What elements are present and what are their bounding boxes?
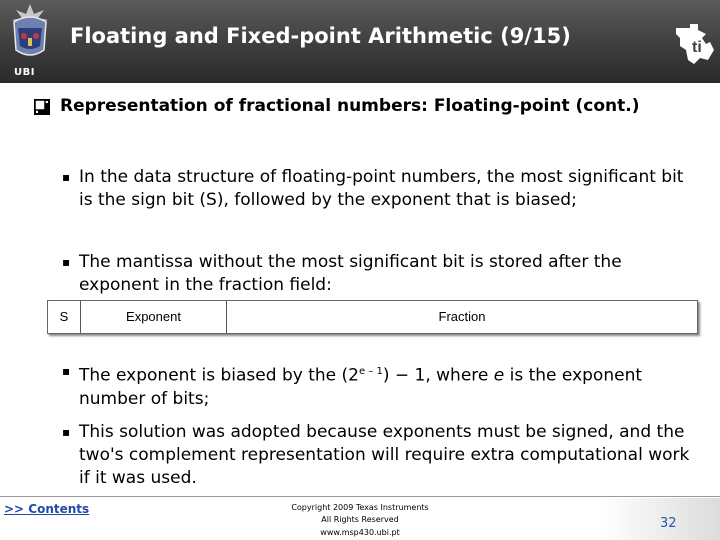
sub-bullet-2 <box>62 251 702 297</box>
checkbox-bullet-icon <box>34 99 50 115</box>
sub-bullet-4 <box>62 421 702 490</box>
footer-url: www.msp430.ubi.pt <box>320 528 400 537</box>
sub-bullet-1-text: In the data structure of floating-point numbers, the most significant bit is the sign bit (S), followed by the exponent that is biased; <box>79 167 684 210</box>
ubi-crest-logo <box>4 2 56 62</box>
square-bullet-icon: ▪ <box>62 255 71 269</box>
sub-bullet-3-text <box>79 360 702 411</box>
main-bullet-text: Representation of fractional numbers: Floating-point (cont.) <box>60 96 640 116</box>
square-bullet-icon: ▪ <box>62 170 71 184</box>
sub3-text-before: The exponent is biased by the (2 <box>79 365 359 386</box>
fraction-field: Fraction <box>438 309 486 324</box>
sub-bullet-3 <box>62 360 702 411</box>
sub-bullet-2-text: The mantissa without the most significant bit is stored after the exponent in the fraction field: <box>79 252 622 295</box>
copyright-notice <box>240 502 480 526</box>
float-field-diagram <box>47 300 698 334</box>
sub3-text-after: is the exponent number of bits; <box>79 365 643 409</box>
texas-instruments-logo <box>672 20 718 68</box>
square-bullet-icon: ▪ <box>62 425 71 439</box>
slide-header <box>0 0 720 83</box>
copyright-line-2: All Rights Reserved <box>321 515 399 524</box>
square-bullet-icon: ▪ <box>62 364 71 378</box>
exponent-field: Exponent <box>126 309 181 324</box>
sign-field: S <box>59 309 69 324</box>
slide-title: Floating and Fixed-point Arithmetic (9/15) <box>70 24 571 48</box>
sub-bullet-1 <box>62 166 702 212</box>
sub3-text-middle: ) − 1, where <box>382 365 494 386</box>
exponent-superscript: e – 1 <box>358 366 383 377</box>
copyright-line-1: Copyright 2009 Texas Instruments <box>291 503 429 512</box>
footer-divider <box>0 496 720 497</box>
page-number: 32 <box>660 516 677 531</box>
svg-text:ti: ti <box>692 39 702 56</box>
contents-link[interactable]: >> Contents <box>4 502 90 516</box>
variable-e: e <box>493 365 505 386</box>
ubi-label: UBI <box>14 67 35 78</box>
sub-bullet-4-text: This solution was adopted because exponents must be signed, and the two's complement representation will require extra computational work if it was used. <box>79 422 690 488</box>
